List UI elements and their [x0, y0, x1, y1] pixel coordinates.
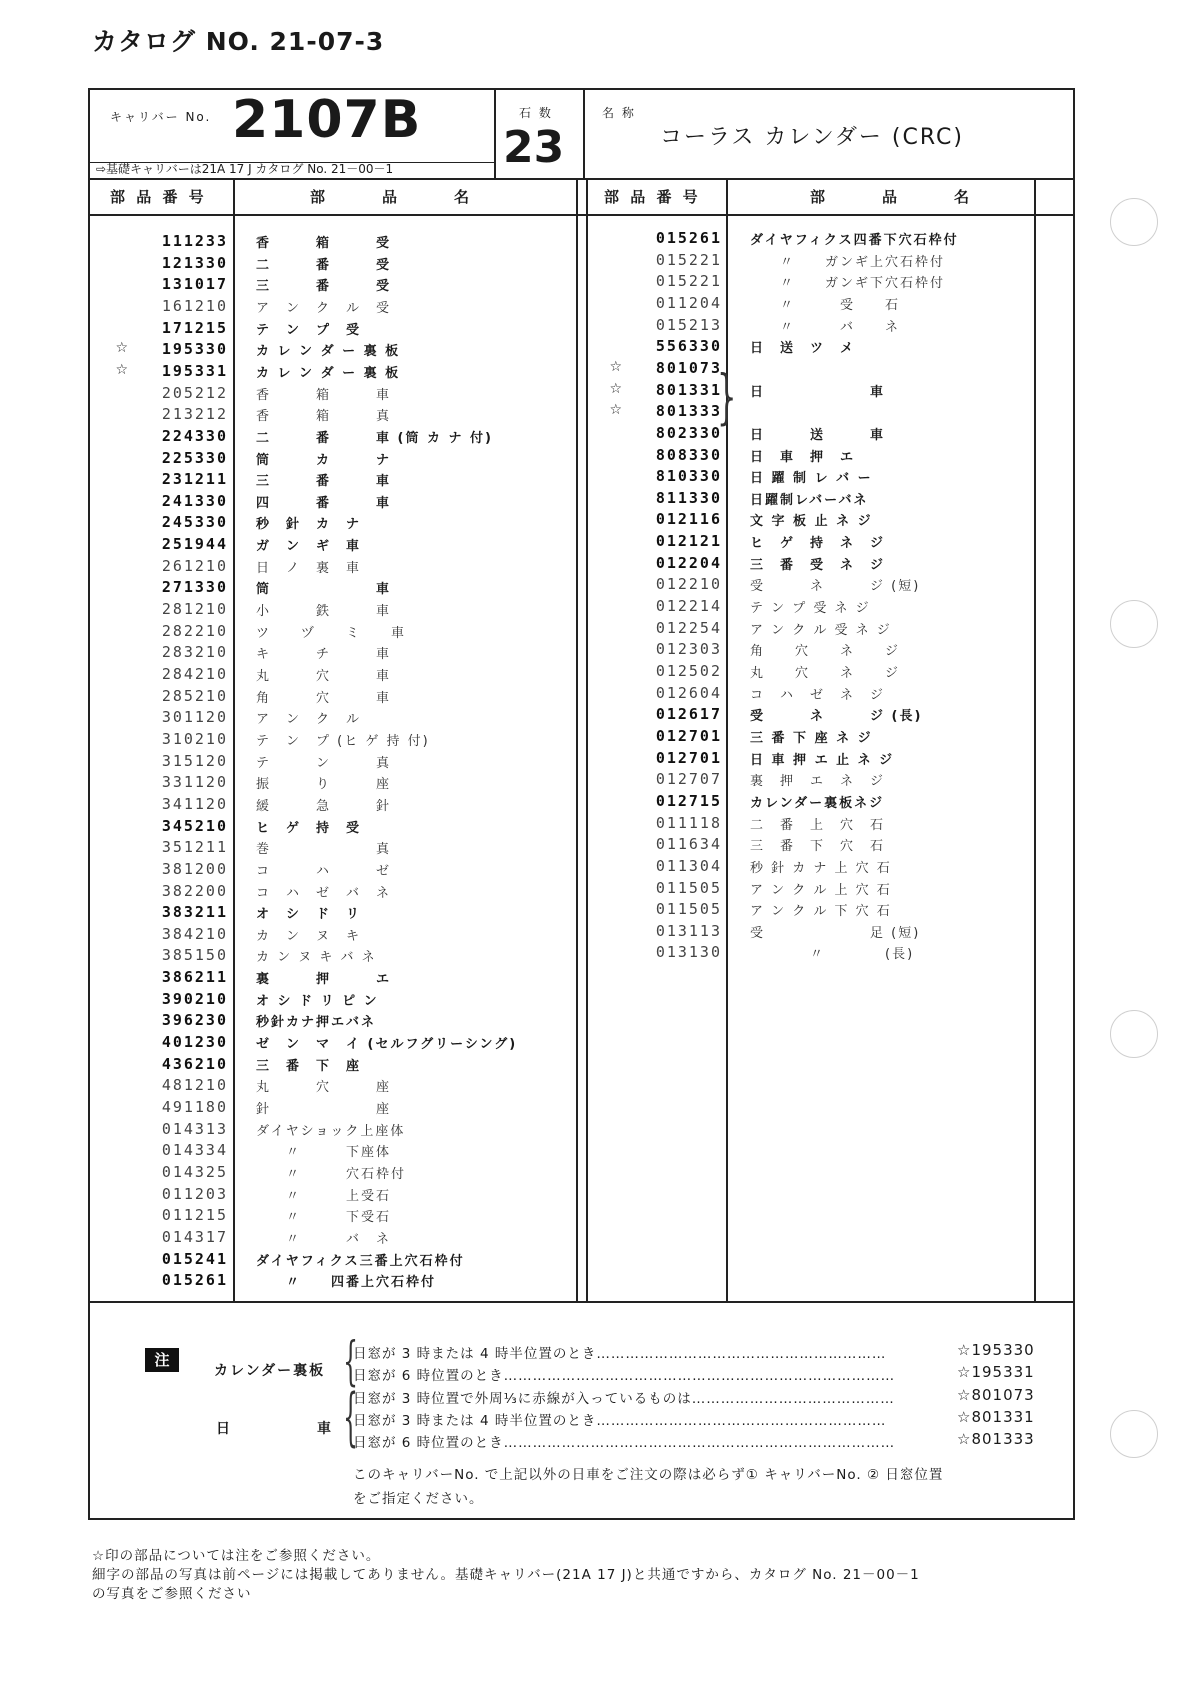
part-number: 213212: [161, 405, 228, 424]
part-number: 331120: [161, 773, 228, 792]
part-number: 224330: [161, 426, 228, 445]
part-number: 801331: [655, 380, 722, 399]
part-name: コ ハ ゼ: [256, 863, 392, 879]
note-condition: 日窓が 6 時位置のとき………………………………………………………………………: [353, 1435, 896, 1451]
part-number: 012204: [655, 553, 722, 572]
part-number: 241330: [161, 491, 228, 510]
part-number: 231211: [161, 470, 228, 489]
part-row: [110, 297, 570, 319]
note-part-code: ☆801073: [957, 1386, 1035, 1404]
part-name: 角 穴 車: [256, 690, 392, 706]
part-name: ダイヤショック上座体: [256, 1123, 406, 1139]
part-row: [110, 1141, 570, 1163]
center-divider-a: [576, 178, 578, 1301]
part-row: [604, 922, 1064, 944]
part-number: 015261: [161, 1271, 228, 1290]
part-name: 筒 カ ナ: [256, 452, 392, 468]
part-name: カレンダー裏板ネジ: [750, 795, 885, 811]
part-name: 四 番 車: [256, 495, 392, 511]
part-row: [110, 687, 570, 709]
part-name: 日 車 押 エ 止 ネ ジ: [750, 752, 895, 768]
part-row: [604, 554, 1064, 576]
part-row: [110, 1185, 570, 1207]
part-number: 012617: [655, 705, 722, 724]
part-number: 808330: [655, 445, 722, 464]
part-number: 801073: [655, 358, 722, 377]
part-number: 011118: [655, 813, 722, 832]
part-row: [604, 684, 1064, 706]
part-name: 二 番 上 穴 石: [750, 817, 886, 833]
part-row: [110, 643, 570, 665]
part-name: 三 番 下 座 ネ ジ: [750, 730, 873, 746]
part-name: ガ ン ギ 車: [256, 539, 362, 555]
part-name: 三 番 車: [256, 474, 392, 490]
part-name: テ ン プ 受 ネ ジ: [750, 601, 871, 617]
part-row: [110, 1011, 570, 1033]
part-number: 012715: [655, 791, 722, 810]
part-row: [110, 1055, 570, 1077]
part-row: [110, 427, 570, 449]
part-number: 401230: [161, 1033, 228, 1052]
part-name: 振 り 座: [256, 777, 392, 793]
part-number: 111233: [161, 232, 228, 250]
part-row: [110, 1228, 570, 1250]
part-name: 三 番 受: [256, 279, 392, 295]
part-row: [604, 337, 1064, 359]
part-row: [604, 879, 1064, 901]
part-row: [604, 402, 1064, 424]
part-number: 014313: [161, 1119, 228, 1138]
part-name: 〃 上受石: [256, 1188, 392, 1204]
part-name: ア ン ク ル 下 穴 石: [750, 904, 892, 920]
part-row: [604, 467, 1064, 489]
part-name: ヒ ゲ 持 受: [256, 820, 362, 836]
part-number: 390210: [161, 989, 228, 1008]
part-name: 香 箱 受: [256, 236, 392, 251]
part-name: 秒 針 カ ナ 上 穴 石: [750, 860, 892, 876]
part-row: [604, 251, 1064, 273]
part-number: 396230: [161, 1011, 228, 1030]
part-name: ア ン ク ル: [256, 712, 362, 728]
part-row: [604, 900, 1064, 922]
part-name: 秒 針 カ ナ: [256, 517, 362, 533]
part-row: [604, 359, 1064, 381]
part-row: [110, 492, 570, 514]
part-number: 195331: [161, 361, 228, 380]
part-name: 〃 穴石枠付: [256, 1166, 407, 1182]
part-number: 345210: [161, 816, 228, 835]
binder-hole: [1110, 600, 1158, 648]
footer-line-1: ☆印の部品については注をご参照ください。: [92, 1548, 381, 1564]
part-name: コ ハ ゼ バ ネ: [256, 885, 392, 901]
note-part-code: ☆801331: [957, 1408, 1035, 1426]
note-part-code: ☆195330: [957, 1341, 1035, 1359]
part-name: テ ン プ (ヒ ゲ 持 付): [256, 733, 430, 749]
part-row: [110, 1206, 570, 1228]
part-row: [110, 882, 570, 904]
part-row: [604, 272, 1064, 294]
part-row: [110, 600, 570, 622]
part-name: 三 番 下 座: [256, 1058, 362, 1074]
part-number: 282210: [161, 621, 228, 640]
part-number: 195330: [161, 340, 228, 359]
part-name: 日 車 押 エ: [750, 449, 856, 465]
part-name: 日 送 ツ メ: [750, 341, 856, 357]
part-row: [110, 817, 570, 839]
part-row: [110, 557, 570, 579]
part-number: 011634: [655, 835, 722, 854]
note-part-code: ☆801333: [957, 1430, 1035, 1448]
part-name: 〃 下受石: [256, 1210, 392, 1226]
part-row: [110, 838, 570, 860]
part-number: 011505: [655, 878, 722, 897]
part-row: [110, 622, 570, 644]
center-divider-b: [586, 178, 588, 1301]
part-row: [604, 619, 1064, 641]
part-name: 日 ノ 裏 車: [256, 560, 362, 576]
part-number: 012116: [655, 510, 722, 529]
part-row: [110, 470, 570, 492]
part-row: [110, 860, 570, 882]
part-name: ダイヤフィクス三番上穴石枠付: [256, 1253, 465, 1269]
part-name: ツ ヅ ミ 車: [256, 625, 407, 641]
date-wheel-note-brace: {: [343, 1382, 358, 1454]
part-row: [110, 903, 570, 925]
binder-hole: [1110, 1010, 1158, 1058]
part-row: [604, 532, 1064, 554]
part-number: 271330: [161, 578, 228, 597]
part-number: 801333: [655, 402, 722, 421]
binder-hole: [1110, 1410, 1158, 1458]
part-row: [110, 449, 570, 471]
part-number: 012701: [655, 748, 722, 767]
part-name: 二 番 受: [256, 257, 392, 273]
left-col-part-name: 部 品 名: [310, 188, 473, 206]
part-number: 121330: [161, 253, 228, 272]
part-row: [604, 575, 1064, 597]
part-number: 013130: [655, 943, 722, 962]
part-row: [110, 513, 570, 535]
part-name: 日躍制レバーバネ: [750, 492, 869, 508]
part-row: [604, 792, 1064, 814]
model-name: コーラス カレンダー (CRC): [660, 125, 964, 150]
part-row: [110, 384, 570, 406]
part-name: 裏 押 エ: [256, 972, 392, 988]
part-name: カ レ ン ダ ー 裏 板: [256, 365, 401, 381]
note-condition: 日窓が 3 時または 4 時半位置のとき……………………………………………………: [353, 1413, 887, 1429]
part-row: [604, 770, 1064, 792]
part-row: [110, 730, 570, 752]
star-mark: ☆: [115, 340, 128, 357]
part-name: オ シ ド リ ピ ン: [256, 993, 379, 1009]
footer-line-2: 細字の部品の写真は前ページには掲載してありません。基礎キャリバー(21A 17 J)と共通ですから、カタログ No. 21－00－1: [92, 1567, 920, 1583]
part-row: [110, 1098, 570, 1120]
part-name: カ ン ヌ キ: [256, 928, 362, 944]
part-name: 小 鉄 車: [256, 604, 392, 620]
column-header-divider: [90, 214, 1073, 216]
part-row: [604, 489, 1064, 511]
footer-line-3: の写真をご参照ください: [92, 1586, 252, 1602]
part-number: 802330: [655, 423, 722, 442]
part-number: 556330: [655, 337, 722, 356]
part-name: 受 ネ ジ (長): [750, 709, 923, 725]
part-row: [110, 578, 570, 600]
part-name: 〃 下座体: [256, 1145, 392, 1161]
part-name: 裏 押 エ ネ ジ: [750, 774, 886, 790]
part-name: 巻 真: [256, 842, 392, 858]
part-number: 381200: [161, 859, 228, 878]
part-number: 301120: [161, 708, 228, 727]
part-number: 012254: [655, 618, 722, 637]
part-number: 012701: [655, 726, 722, 745]
name-label: 名 称: [602, 106, 636, 120]
part-row: [604, 835, 1064, 857]
right-col-part-name: 部 品 名: [810, 188, 973, 206]
part-row: [110, 752, 570, 774]
part-number: 481210: [161, 1076, 228, 1095]
part-number: 015221: [655, 272, 722, 291]
date-wheel-label-2: 車: [317, 1421, 333, 1437]
part-name: テ ン プ 受: [256, 322, 362, 338]
part-name: 日 送 車: [750, 427, 886, 443]
part-name: 受 足 (短): [750, 925, 921, 941]
part-row: [110, 1163, 570, 1185]
part-number: 012303: [655, 640, 722, 659]
part-number: 131017: [161, 275, 228, 294]
part-row: [604, 662, 1064, 684]
part-row: [110, 968, 570, 990]
part-number: 382200: [161, 881, 228, 900]
base-caliber-note: ⇨基礎キャリバーは21A 17 J カタログ No. 21－00－1: [96, 162, 394, 176]
part-row: [604, 814, 1064, 836]
part-name: 角 穴 ネ ジ: [750, 644, 901, 660]
note-badge: 注: [145, 1348, 179, 1372]
note-condition: 日窓が 3 時または 4 時半位置のとき……………………………………………………: [353, 1346, 887, 1362]
part-number: 012121: [655, 532, 722, 551]
part-row: [604, 381, 1064, 403]
part-row: [604, 510, 1064, 532]
part-number: 225330: [161, 448, 228, 467]
part-number: 011204: [655, 293, 722, 312]
part-name: 丸 穴 車: [256, 669, 392, 684]
part-row: [110, 535, 570, 557]
part-row: [110, 795, 570, 817]
part-number: 281210: [161, 600, 228, 619]
part-row: [110, 1120, 570, 1142]
header-divider-v2: [583, 90, 585, 178]
note-condition: 日窓が 6 時位置のとき………………………………………………………………………: [353, 1368, 896, 1384]
star-mark: ☆: [609, 358, 622, 375]
part-name: 丸 穴 ネ ジ: [750, 666, 901, 681]
part-number: 015241: [161, 1249, 228, 1268]
part-number: 011215: [161, 1206, 228, 1225]
date-wheel-label-1: 日: [216, 1421, 232, 1437]
part-name: 〃 四番上穴石枠付: [256, 1275, 437, 1291]
part-name: 〃 バ ネ: [256, 1231, 392, 1247]
part-name: 香 箱 車: [256, 387, 392, 403]
part-name: 筒 車: [256, 582, 392, 598]
part-row: [110, 340, 570, 362]
part-number: 310210: [161, 729, 228, 748]
part-name: コ ハ ゼ ネ ジ: [750, 687, 886, 703]
part-name: 日 車: [750, 384, 886, 400]
part-number: 012502: [655, 662, 722, 680]
part-number: 251944: [161, 535, 228, 554]
part-row: [604, 705, 1064, 727]
part-name: 〃 受 石: [750, 297, 901, 313]
part-row: [110, 946, 570, 968]
part-number: 012210: [655, 575, 722, 594]
catalog-number: カタログ NO. 21-07-3: [92, 27, 385, 56]
part-name: カ ン ヌ キ バ ネ: [256, 950, 377, 966]
part-name: 香 箱 真: [256, 409, 392, 425]
part-row: [604, 229, 1064, 251]
part-number: 012214: [655, 597, 722, 616]
part-number: 015261: [655, 229, 722, 247]
part-number: 012707: [655, 770, 722, 789]
part-name: 〃 ガンギ上穴石枠付: [750, 254, 946, 270]
caliber-label: キャリバー No.: [110, 110, 212, 124]
part-row: [110, 232, 570, 254]
part-row: [604, 424, 1064, 446]
jewels-count: 23: [503, 122, 565, 173]
part-number: 014325: [161, 1162, 228, 1181]
part-number: 436210: [161, 1054, 228, 1073]
part-row: [604, 749, 1064, 771]
part-name: 日 躍 制 レ バ ー: [750, 471, 873, 487]
part-number: 351211: [161, 838, 228, 857]
part-row: [604, 943, 1064, 965]
part-number: 386211: [161, 968, 228, 987]
part-number: 245330: [161, 513, 228, 532]
part-row: [110, 254, 570, 276]
part-number: 284210: [161, 665, 228, 683]
part-name: ア ン ク ル 受 ネ ジ: [750, 622, 892, 638]
part-name: 〃 ガンギ下穴石枠付: [750, 276, 946, 292]
part-number: 012604: [655, 683, 722, 702]
part-name: キ チ 車: [256, 647, 392, 663]
part-row: [110, 990, 570, 1012]
calendar-brace: {: [343, 1332, 358, 1392]
header-divider: [90, 178, 1073, 180]
part-number: 315120: [161, 751, 228, 770]
part-row: [604, 727, 1064, 749]
part-name: 受 ネ ジ (短): [750, 579, 921, 595]
note-part-code: ☆195331: [957, 1363, 1035, 1381]
part-row: [604, 597, 1064, 619]
star-mark: ☆: [115, 361, 128, 378]
part-row: [110, 275, 570, 297]
part-row: [604, 640, 1064, 662]
part-name: ヒ ゲ 持 ネ ジ: [750, 536, 886, 552]
part-row: [604, 316, 1064, 338]
part-name: ダイヤフィクス四番下穴石枠付: [750, 233, 959, 248]
header-divider-v1: [494, 90, 496, 178]
part-row: [110, 319, 570, 341]
part-name: 丸 穴 座: [256, 1080, 392, 1096]
part-row: [110, 405, 570, 427]
part-name: ア ン ク ル 上 穴 石: [750, 882, 892, 898]
part-number: 015221: [655, 250, 722, 269]
part-number: 011505: [655, 900, 722, 919]
part-name: 〃 (長): [750, 947, 915, 963]
calendar-plate-label: カレンダー裏板: [214, 1363, 326, 1379]
part-number: 014317: [161, 1227, 228, 1246]
star-mark: ☆: [609, 402, 622, 419]
part-number: 161210: [161, 296, 228, 315]
right-col-part-no: 部 品 番 号: [604, 188, 701, 206]
part-number: 810330: [655, 467, 722, 486]
part-number: 013113: [655, 921, 722, 940]
caliber-number: 2107B: [232, 90, 422, 150]
part-name: 〃 バ ネ: [750, 319, 901, 335]
order-note-1: このキャリバーNo. で上記以外の日車をご注文の際は必らず① キャリバーNo. ② 日窓位置: [353, 1467, 944, 1483]
part-name: テ ン 真: [256, 755, 392, 771]
part-number: 383211: [161, 903, 228, 922]
part-number: 014334: [161, 1141, 228, 1160]
part-row: [604, 294, 1064, 316]
part-row: [110, 773, 570, 795]
part-number: 385150: [161, 946, 228, 965]
star-mark: ☆: [609, 380, 622, 397]
part-row: [110, 362, 570, 384]
jewels-label: 石 数: [519, 106, 553, 120]
order-note-2: をご指定ください。: [353, 1491, 484, 1507]
part-number: 283210: [161, 643, 228, 662]
part-name: 秒針カナ押エバネ: [256, 1015, 377, 1031]
part-number: 205212: [161, 383, 228, 402]
part-name: 二 番 車 (筒 カ ナ 付): [256, 430, 493, 446]
table-bottom-divider: [90, 1301, 1073, 1303]
part-row: [110, 1033, 570, 1055]
part-number: 285210: [161, 686, 228, 705]
binder-hole: [1110, 198, 1158, 246]
part-number: 261210: [161, 556, 228, 575]
part-row: [110, 1271, 570, 1293]
part-row: [110, 708, 570, 730]
part-name: 緩 急 針: [256, 798, 392, 814]
part-name: カ レ ン ダ ー 裏 板: [256, 344, 401, 360]
part-name: 三 番 受 ネ ジ: [750, 557, 886, 573]
note-condition: 日窓が 3 時位置で外周⅓に赤線が入っているものは……………………………………: [353, 1391, 895, 1407]
part-name: 三 番 下 穴 石: [750, 839, 886, 855]
part-number: 015213: [655, 315, 722, 334]
part-row: [110, 925, 570, 947]
date-wheel-brace: }: [716, 361, 737, 432]
part-number: 011203: [161, 1184, 228, 1203]
part-row: [604, 446, 1064, 468]
part-name: 針 座: [256, 1102, 392, 1117]
part-row: [604, 857, 1064, 879]
part-name: オ シ ド リ: [256, 907, 362, 923]
part-number: 811330: [655, 488, 722, 507]
part-number: 384210: [161, 924, 228, 943]
part-name: 文 字 板 止 ネ ジ: [750, 514, 873, 530]
part-number: 011304: [655, 856, 722, 875]
part-row: [110, 1250, 570, 1272]
part-row: [110, 1076, 570, 1098]
part-name: ゼ ン マ イ (セルフグリーシング): [256, 1037, 518, 1053]
left-col-part-no: 部 品 番 号: [110, 188, 207, 206]
part-name: ア ン ク ル 受: [256, 300, 392, 316]
part-number: 491180: [161, 1098, 228, 1116]
part-number: 171215: [161, 318, 228, 337]
part-row: [110, 665, 570, 687]
part-number: 341120: [161, 794, 228, 813]
